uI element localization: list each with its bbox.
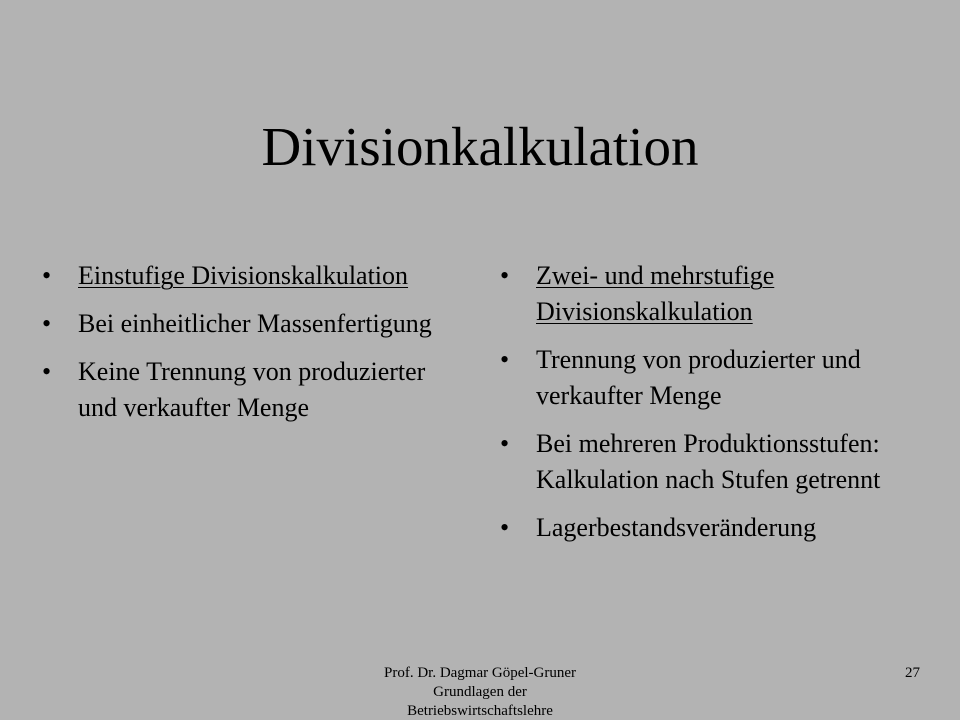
left-heading-link[interactable]: Einstufige Divisionskalkulation — [78, 261, 409, 290]
list-item — [40, 258, 460, 294]
right-heading-link[interactable]: Zwei- und mehrstufige Divisionskalkulation — [536, 261, 775, 326]
list-item — [498, 258, 918, 330]
page-number: 27 — [905, 665, 920, 681]
left-bullet-list — [40, 258, 460, 438]
footer-line: Betriebswirtschaftslehre — [407, 703, 553, 719]
footer-line: Prof. Dr. Dagmar Göpel-Gruner — [383, 665, 577, 681]
list-item-text: Lagerbestandsveränderung — [536, 513, 817, 542]
bullet-icon: • — [500, 345, 510, 374]
list-item — [498, 510, 918, 546]
list-item — [498, 342, 918, 414]
footer-line: Grundlagen der — [433, 684, 527, 700]
bullet-icon: • — [500, 429, 510, 458]
bullet-icon: • — [42, 309, 52, 338]
bullet-icon: • — [42, 357, 52, 386]
bullet-icon: • — [500, 513, 510, 542]
list-item-text: Bei einheitlicher Massenfertigung — [78, 309, 432, 338]
list-item — [40, 354, 460, 426]
slide-title: Divisionkalkulation — [261, 116, 699, 177]
footer-author — [330, 664, 630, 720]
list-item — [40, 306, 460, 342]
bullet-icon: • — [42, 261, 52, 290]
bullet-icon: • — [500, 261, 510, 290]
list-item — [498, 426, 918, 498]
list-item-text: Trennung von produzierter und verkaufter Menge — [536, 345, 861, 410]
right-bullet-list — [498, 258, 918, 558]
list-item-text: Keine Trennung von produzierter und verkaufter Menge — [78, 357, 426, 422]
list-item-text: Bei mehreren Produktionsstufen: Kalkulation nach Stufen getrennt — [536, 429, 881, 494]
